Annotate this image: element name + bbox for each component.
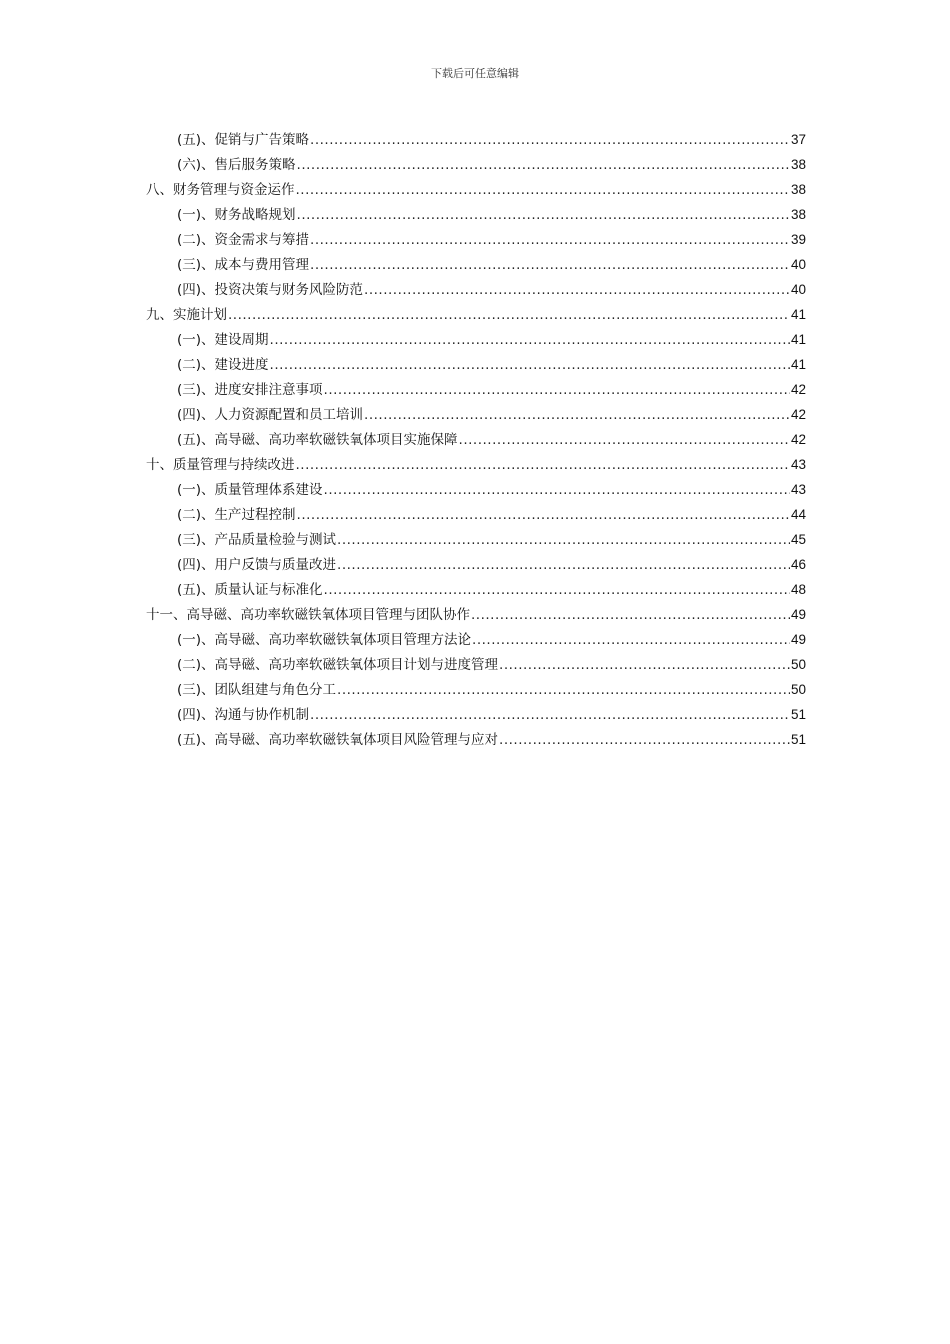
toc-dot-leader <box>297 203 790 228</box>
toc-dot-leader <box>270 353 790 378</box>
toc-entry-title: (一)、财务战略规划 <box>177 207 296 223</box>
toc-entry-title: (三)、团队组建与角色分工 <box>177 682 337 698</box>
toc-entry-title: 十、质量管理与持续改进 <box>146 457 295 473</box>
toc-entry-page-number: 42 <box>790 407 806 422</box>
toc-entry-page-number: 40 <box>790 282 806 297</box>
table-of-contents <box>146 127 806 752</box>
toc-dot-leader <box>364 403 790 428</box>
toc-entry[interactable] <box>146 377 806 402</box>
toc-entry-page-number: 51 <box>790 732 806 747</box>
toc-entry-page-number: 49 <box>790 632 806 647</box>
toc-entry-title: (四)、沟通与协作机制 <box>177 707 310 723</box>
toc-entry-title: (一)、高导磁、高功率软磁铁氧体项目管理方法论 <box>177 632 472 648</box>
toc-entry-page-number: 44 <box>790 507 806 522</box>
toc-entry-title: (五)、高导磁、高功率软磁铁氧体项目实施保障 <box>177 432 458 448</box>
toc-entry-title: 十一、高导磁、高功率软磁铁氧体项目管理与团队协作 <box>146 607 470 623</box>
toc-entry[interactable] <box>146 727 806 752</box>
toc-dot-leader <box>296 178 790 203</box>
toc-entry-title: (三)、成本与费用管理 <box>177 257 310 273</box>
toc-dot-leader <box>324 378 790 403</box>
toc-dot-leader <box>228 303 790 328</box>
toc-dot-leader <box>270 328 790 353</box>
toc-entry-title: (三)、进度安排注意事项 <box>177 382 323 398</box>
toc-dot-leader <box>296 453 790 478</box>
toc-entry[interactable] <box>146 227 806 252</box>
toc-entry-page-number: 41 <box>790 307 806 322</box>
toc-entry[interactable] <box>146 352 806 377</box>
toc-entry[interactable] <box>146 302 806 327</box>
toc-entry-title: (四)、用户反馈与质量改进 <box>177 557 337 573</box>
toc-entry-title: (一)、质量管理体系建设 <box>177 482 323 498</box>
toc-entry-page-number: 41 <box>790 332 806 347</box>
toc-entry-title: (二)、高导磁、高功率软磁铁氧体项目计划与进度管理 <box>177 657 499 673</box>
toc-dot-leader <box>337 553 790 578</box>
toc-entry[interactable] <box>146 277 806 302</box>
toc-entry-page-number: 39 <box>790 232 806 247</box>
toc-entry-title: (四)、投资决策与财务风险防范 <box>177 282 364 298</box>
toc-entry-title: (五)、质量认证与标准化 <box>177 582 323 598</box>
toc-dot-leader <box>471 603 790 628</box>
toc-entry-page-number: 38 <box>790 207 806 222</box>
toc-entry-page-number: 42 <box>790 382 806 397</box>
toc-dot-leader <box>364 278 790 303</box>
toc-entry-title: (二)、生产过程控制 <box>177 507 296 523</box>
toc-entry[interactable] <box>146 402 806 427</box>
toc-entry-title: (三)、产品质量检验与测试 <box>177 532 337 548</box>
toc-dot-leader <box>459 428 790 453</box>
toc-entry[interactable] <box>146 577 806 602</box>
toc-entry-page-number: 45 <box>790 532 806 547</box>
toc-entry-page-number: 50 <box>790 682 806 697</box>
toc-entry-page-number: 48 <box>790 582 806 597</box>
toc-dot-leader <box>324 578 790 603</box>
toc-entry-title: (二)、建设进度 <box>177 357 269 373</box>
toc-entry-title: 八、财务管理与资金运作 <box>146 182 295 198</box>
toc-entry-page-number: 51 <box>790 707 806 722</box>
toc-dot-leader <box>297 503 790 528</box>
toc-dot-leader <box>310 128 790 153</box>
toc-entry-page-number: 50 <box>790 657 806 672</box>
toc-entry-page-number: 38 <box>790 182 806 197</box>
toc-entry-title: (五)、促销与广告策略 <box>177 132 310 148</box>
toc-entry[interactable] <box>146 627 806 652</box>
toc-dot-leader <box>472 628 790 653</box>
toc-entry[interactable] <box>146 427 806 452</box>
toc-entry[interactable] <box>146 452 806 477</box>
toc-entry[interactable] <box>146 502 806 527</box>
page-header: 下载后可任意编辑 <box>431 67 519 80</box>
toc-entry-page-number: 43 <box>790 457 806 472</box>
toc-entry[interactable] <box>146 477 806 502</box>
toc-dot-leader <box>324 478 790 503</box>
toc-dot-leader <box>337 678 790 703</box>
toc-entry-title: (二)、资金需求与筹措 <box>177 232 310 248</box>
toc-entry-page-number: 38 <box>790 157 806 172</box>
toc-entry-page-number: 43 <box>790 482 806 497</box>
toc-entry-page-number: 49 <box>790 607 806 622</box>
toc-dot-leader <box>499 653 790 678</box>
toc-entry-page-number: 41 <box>790 357 806 372</box>
toc-entry-title: 九、实施计划 <box>146 307 227 323</box>
toc-entry[interactable] <box>146 152 806 177</box>
toc-entry[interactable] <box>146 527 806 552</box>
toc-dot-leader <box>310 253 790 278</box>
toc-entry-title: (五)、高导磁、高功率软磁铁氧体项目风险管理与应对 <box>177 732 499 748</box>
toc-entry[interactable] <box>146 552 806 577</box>
toc-entry-page-number: 40 <box>790 257 806 272</box>
toc-entry[interactable] <box>146 677 806 702</box>
toc-entry-title: (一)、建设周期 <box>177 332 269 348</box>
toc-entry[interactable] <box>146 127 806 152</box>
toc-entry-page-number: 37 <box>790 132 806 147</box>
toc-entry-title: (六)、售后服务策略 <box>177 157 296 173</box>
toc-entry-page-number: 42 <box>790 432 806 447</box>
toc-entry[interactable] <box>146 202 806 227</box>
toc-entry[interactable] <box>146 252 806 277</box>
toc-entry[interactable] <box>146 177 806 202</box>
toc-entry-page-number: 46 <box>790 557 806 572</box>
toc-entry[interactable] <box>146 652 806 677</box>
toc-dot-leader <box>499 728 790 753</box>
toc-entry[interactable] <box>146 602 806 627</box>
toc-dot-leader <box>310 703 790 728</box>
toc-entry[interactable] <box>146 702 806 727</box>
toc-entry[interactable] <box>146 327 806 352</box>
toc-dot-leader <box>297 153 790 178</box>
toc-entry-title: (四)、人力资源配置和员工培训 <box>177 407 364 423</box>
toc-dot-leader <box>310 228 790 253</box>
toc-dot-leader <box>337 528 790 553</box>
